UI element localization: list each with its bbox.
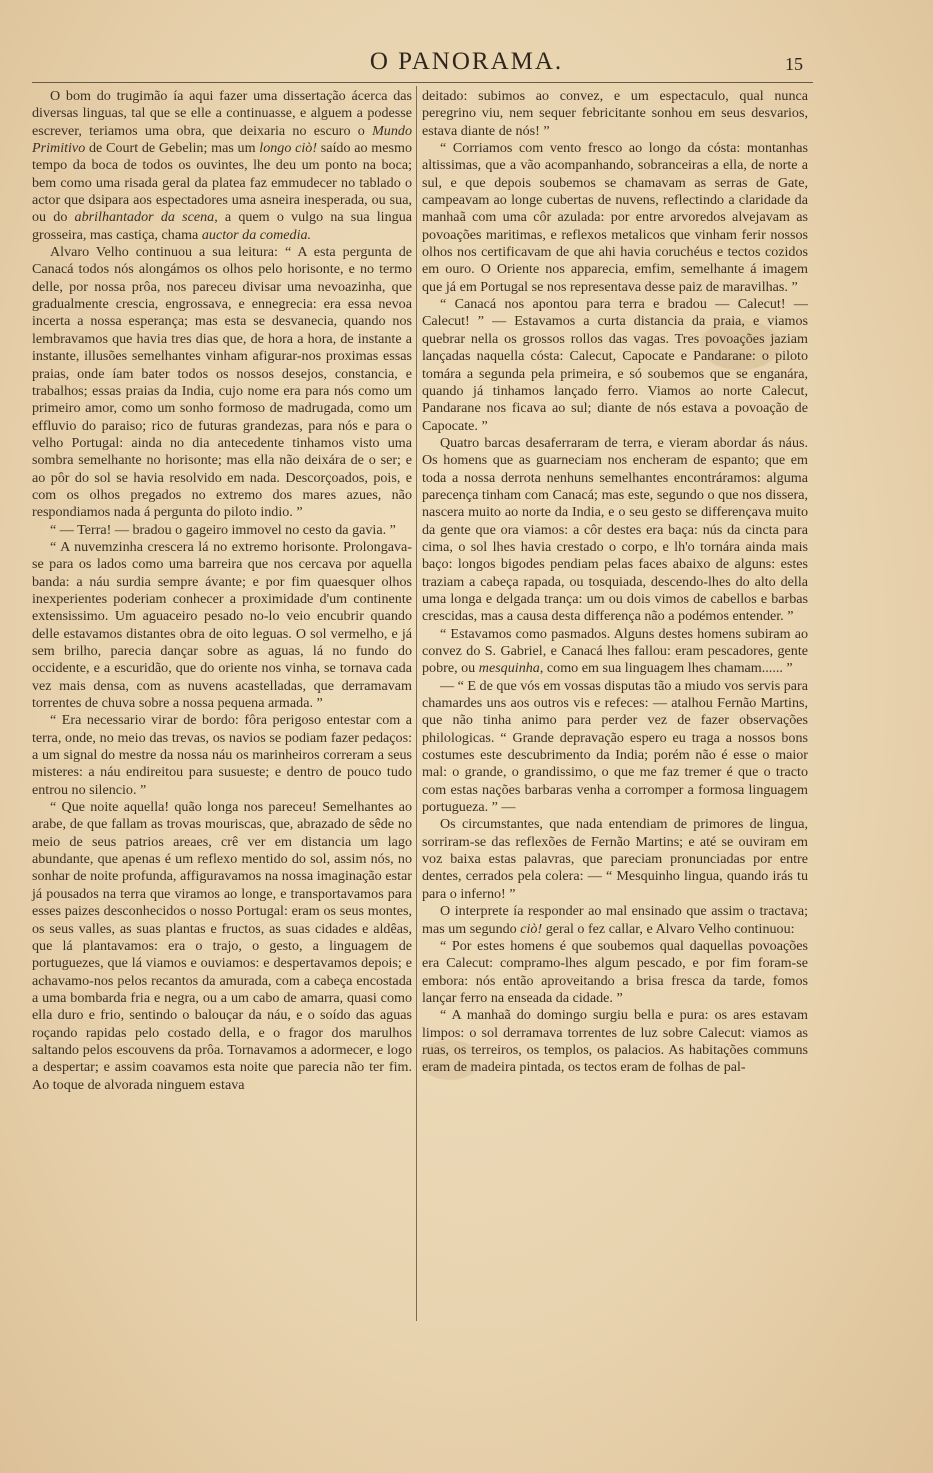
text-run: , como em sua linguagem lhes chamam...... ” <box>539 660 793 677</box>
page-header <box>0 46 933 86</box>
right-column <box>422 88 808 1077</box>
text-run: “ Estavamos como pasmados. Alguns destes homens subiram ao convez do S. Gabriel, e Canacá lhes fallou: eram pescadores, gente pobre, ou <box>422 625 808 677</box>
italic-phrase: Mundo Primitivo <box>32 122 412 157</box>
text-run: saído ao mesmo tempo da boca de todos os ouvintes, lhe deu um ponto na boca; bem como uma risada geral da platea faz emmudecer no tablado o actor que dsipara aos espectadores uma asneira inesperada, ou sua, ou do <box>32 140 412 226</box>
text-run: — “ E de que vós em vossas disputas tão a miudo vos servis para chamardes uns aos outros vis e refeces: — atalhou Fernão Martins, que não tinha animo para perder vez de fazer observações philologicas. “ Grande depravação espero eu traga a nossos bons costumes este descubrimento da India; porém não é esse o maior mal: o grande, o grandissimo, o que me faz tremer é que o tracto com estas nações barbaras venha a corromper a formosa linguagem portugueza. ” — <box>422 677 808 816</box>
article-paragraph <box>32 88 412 244</box>
left-column <box>32 88 412 1094</box>
article-paragraph <box>422 1007 808 1076</box>
text-run: “ A manhaã do domingo surgiu bella e pura: os ares estavam limpos: o sol derramava torrentes de luz sobre Calecut: viamos as ruas, os terreiros, os templos, os palacios. As habitações communs eram de madeira pintada, os tectos eram de folhas de pal- <box>422 1007 808 1076</box>
article-paragraph <box>422 296 808 435</box>
page-title: O PANORAMA. <box>369 48 564 75</box>
text-run: Alvaro Velho continuou a sua leitura: “ A esta pergunta de Canacá todos nós alongámos os olhos pelo horisonte, e no termo delle, por nossa prôa, nos pareceu divisar uma nevoazinha, que gradualmente crescia, engrossava, e ennegrecia: era essa nevoa incerta a nossa esperança; mas esta se desvanecia, quando nos lembravamos que havia tres dias que, de hora a hora, de instante a instante, illusões semelhantes vinham afigurar-nos proximas essas praias, onde íam bater todos os nossos desejos, constancia, e trabalhos; essas praias da India, cujo nome era para nós como um primeiro amor, como um sonho formoso de madrugada, como um effluvio do paraiso; rico de futuras grandezas, para nós e para o velho Portugal: ainda no dia antecedente tinhamos visto uma sombra semelhante no horisonte; mas ella não deixára de o ser; e ao pôr do sol se havia resolvido em nada. Descorçoados, pois, e com os olhos pregados no extremo dos mares azues, não respondiamos nada á pergunta do piloto indio. ” <box>32 244 412 521</box>
italic-phrase: longo ciò! <box>259 140 318 157</box>
article-paragraph <box>32 244 412 522</box>
header-rule <box>32 82 813 83</box>
text-run: “ A nuvemzinha crescera lá no extremo horisonte. Prolongava-se para os lados como uma barreira que nos cercava por aquella banda: a náu surdia sempre ávante; e por fim quaesquer olhos inexperientes poderiam conhecer a proximidade d'um continente extensissimo. Um aguaceiro pesado no-lo veio encubrir quando delle estavamos distantes obra de oito leguas. O sol vermelho, e já sem brilho, parecia dançar sobre as aguas, lá no fundo do occidente, e a escuridão, que do oriente nos vinha, se tornava cada vez mais densa, com as nuvens acastelladas, que derramavam torrentes de chuva sobre a nossa pequena armada. ” <box>32 538 412 712</box>
text-run: deitado: subimos ao convez, e um espectaculo, qual nunca peregrino viu, nem sequer febricitante sonhou em seus desvarios, estava diante de nós! ” <box>422 88 808 139</box>
text-run: “ Por estes homens é que soubemos qual daquellas povoações era Calecut: compramo-lhes algum pescado, e por fim foram-se embora: nós então aproveitando a brisa fresca da tarde, fomos lançar ferro na enseada da cidade. ” <box>422 937 808 1006</box>
article-paragraph <box>422 435 808 626</box>
article-paragraph <box>422 816 808 903</box>
article-paragraph <box>32 539 412 712</box>
text-run: O interprete ía responder ao mal ensinado que assim o tractava; mas um segundo <box>422 903 808 937</box>
article-paragraph <box>422 88 808 140</box>
italic-phrase: mesquinha <box>478 660 540 677</box>
article-paragraph <box>32 522 412 539</box>
article-paragraph <box>422 903 808 938</box>
article-paragraph <box>32 799 412 1094</box>
text-run: “ Canacá nos apontou para terra e bradou — Calecut! — Calecut! ” — Estavamos a curta distancia da praia, e viamos quebrar nella os grossos rollos das vagas. Tres povoações jaziam lançadas naquella cósta: Calecut, Capocate e Pandarane: o piloto tomára a segunda pela primeira, e só soubemos que se enganára, quando já tinhamos lançado ferro. Viamos ao norte Calecut, Pandarane nos ficava ao sul; diante de nós estava a povoação de Capocate. ” <box>422 296 808 434</box>
text-run: O bom do trugimão ía aqui fazer uma dissertação ácerca das diversas linguas, tal que se elle a continuasse, e alguem a podesse escrever, teriamos uma obra, que deixaria no escuro o <box>32 88 412 139</box>
text-run: Quatro barcas desaferraram de terra, e vieram abordar ás náus. Os homens que as guarneciam nos encheram de espanto; que em toda a nossa derrota nenhuns semelhantes encontráramos: alguma parecença tinham com Canacá; mas este, segundo o que nos dissera, nascera muito ao norte da India, e o seu gesto se differençava muito da gente que ora viamos: a côr destes era baça: nús da cincta para cima, o sol lhes havia crestado o corpo, e lh'o tornára ainda mais baço: longos bigodes pendiam pelas faces abaixo de alguns: estes traziam a cabeça rapada, ou tosquiada, descendo-lhes do alto della uma longa e delgada trança: um ou dois vimos de cabellos e barbas crescidas, mas a causa desta differença não a podémos entender. ” <box>422 434 808 625</box>
text-run: de Court de Gebelin; mas um <box>85 140 260 157</box>
column-divider <box>416 86 417 1321</box>
text-run: Os circumstantes, que nada entendiam de primores de lingua, sorriram-se das reflexões de Fernão Martins; e até se ouviram em voz baixa estas palavras, que pareciam pronunciadas por entre dentes, cerrados pela colera: — “ Mesquinho lingua, quando irás tu para o inferno! ” <box>422 816 808 902</box>
italic-phrase: ciò! <box>520 920 543 937</box>
article-paragraph <box>422 626 808 678</box>
article-paragraph <box>422 938 808 1007</box>
italic-phrase: auctor da comedia. <box>201 226 312 243</box>
text-run: geral o fez callar, e Alvaro Velho continuou: <box>542 920 795 937</box>
page-number: 15 <box>785 54 803 74</box>
text-run: “ Era necessario virar de bordo: fôra perigoso entestar com a terra, onde, no meio das trevas, os navios se podiam fazer pedaços: a um signal do mestre da nossa náu os marinheiros correram a seus misteres: a náu endireitou para susueste; e dentro de pouco tudo entrou no silencio. ” <box>32 712 412 798</box>
text-run: , a quem o vulgo na sua lingua grosseira, mas castiça, chama <box>32 209 412 243</box>
text-run: “ Que noite aquella! quão longa nos pareceu! Semelhantes ao arabe, de que fallam as trovas mouriscas, que, abrazado de sêde no meio de seus patrios areaes, crê ver em distancia um lago abundante, que apenas é um reflexo mentido do sol, assim nós, no sonhar de noite profunda, affiguravamos na nossa imaginação estar já pousados na terra que viramos ao longe, e transportavamos para esses paizes desconhecidos o nosso Portugal: eram os seus montes, os seus valles, as suas plantas e fructos, as suas cidades e aldêas, que lá plantavamos: era o trajo, o gesto, a linguagem de portuguezes, que lá viamos e ouviamos: e despertavamos depois; e achavamo-nos pelos recantos da amurada, com a cabeça encostada a uma bombarda fria e negra, ou a um cabo de amarra, quasi como ella duro e frio, sentindo o balouçar da náu, e o soído das aguas roçando rapidas pelo costado della, e o fragor dos marulhos saltando pelos escouvens da prôa. Tornavamos a adormecer, e logo a despertar; e assim coavamos esta noite que parecia não ter fim. Ao toque de alvorada ninguem estava <box>32 799 412 1093</box>
article-paragraph <box>422 140 808 296</box>
article-paragraph <box>32 712 412 799</box>
article-paragraph <box>422 678 808 817</box>
italic-phrase: abrilhantador da scena <box>74 209 215 226</box>
text-run: “ Corriamos com vento fresco ao longo da cósta: montanhas altissimas, que a vão acompanhando, sobranceiras a ella, de norte a sul, e que depois soubemos se chamavam as serras de Gate, campeavam ao longe cubertas de nuvens, reflectindo a claridade da manhaã com uma côr azulada: por entre arvoredos alvejavam as povoações maritimas, e reflexos metalicos que vinham ferir nossos olhos nos certificavam de que ahi havia coruchéus e tectos cozidos em ouro. O Oriente nos apparecia, emfim, semelhante á imagem que já em Portugal se nos representava desse paiz de maravilhas. ” <box>422 140 808 295</box>
text-run: “ — Terra! — bradou o gageiro immovel no cesto da gavia. ” <box>50 521 396 538</box>
